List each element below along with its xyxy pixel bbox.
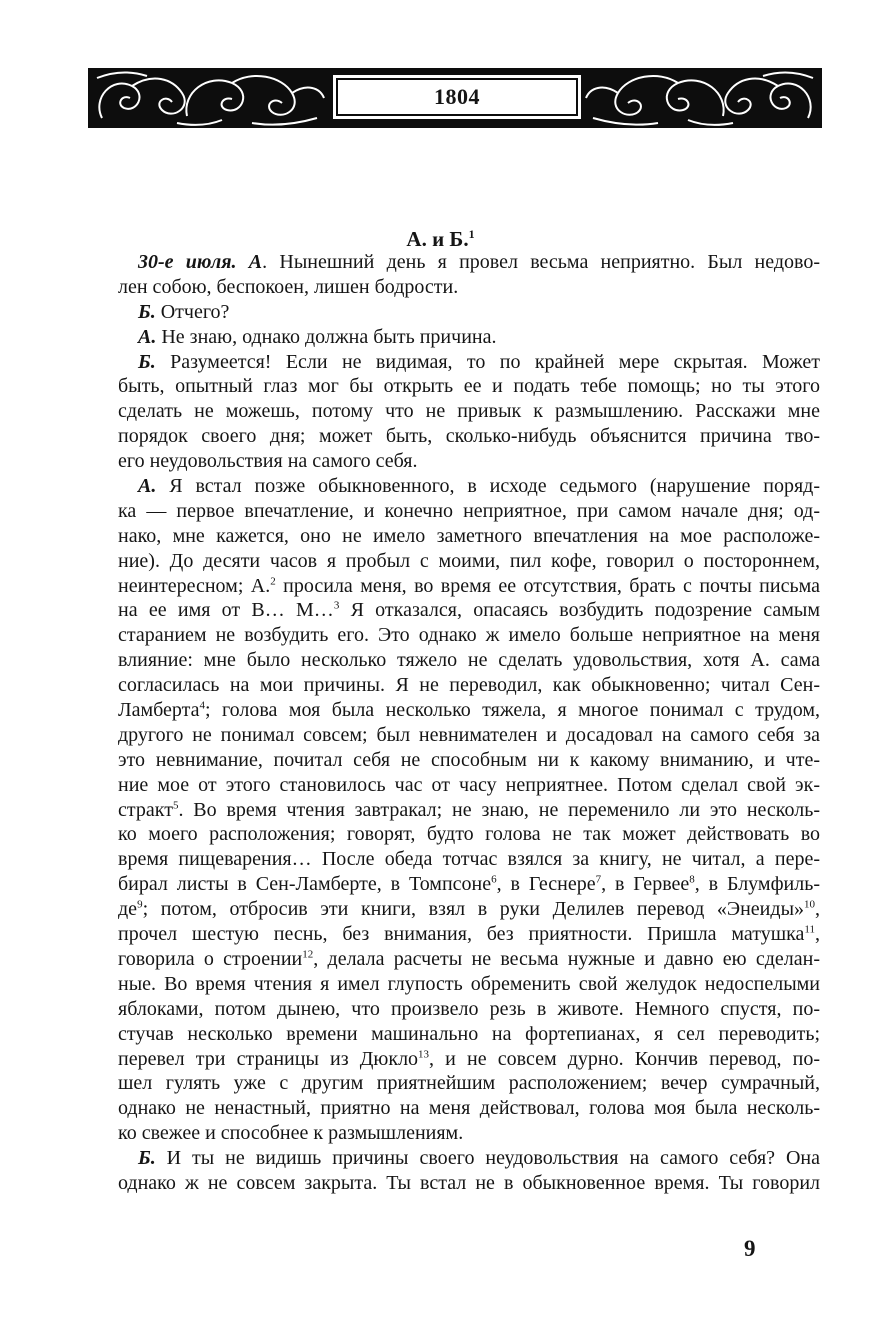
text-line: [118, 474, 820, 499]
footnote-ref: 2: [270, 574, 276, 587]
text-segment: на ее имя от В… М…: [118, 599, 334, 622]
footnote-ref: 9: [137, 898, 143, 911]
text-line: [118, 524, 820, 549]
text-line: [118, 773, 820, 798]
footnote-ref: 11: [804, 923, 815, 936]
text-segment: стракт: [118, 798, 173, 821]
text-line: [118, 1022, 820, 1047]
text-line: [118, 325, 820, 350]
text-line: [118, 897, 820, 922]
text-line: [118, 449, 820, 474]
text-segment: однако ж не совсем закрыта. Ты встал не в обыкновенное время. Ты говорил: [118, 1171, 820, 1194]
text-segment: согласилась на мои причины. Я не переводил, как обыкновенно; читал Сен-: [118, 674, 820, 697]
footnote-ref: 1: [468, 227, 475, 241]
speaker-label: 30-е июля. А: [138, 251, 263, 273]
text-line: [118, 798, 820, 823]
text-line: [118, 698, 820, 723]
paragraph: [118, 300, 820, 325]
text-line: [118, 549, 820, 574]
text-segment: Отчего?: [155, 300, 230, 323]
footnote-ref: 3: [333, 599, 340, 612]
text-segment: быть, опытный глаз мог бы открыть ее и подать тебе помощь; но ты этого: [118, 375, 820, 398]
text-segment: , в Блумфиль-: [694, 873, 820, 896]
text-line: [118, 300, 820, 325]
text-line: [118, 997, 820, 1022]
text-segment: ние). До десяти часов я пробыл с моими, пил кофе, говорил о постороннем,: [118, 549, 820, 572]
text-segment: Я встал позже обыкновенного, в исходе седьмого (нарушение поряд-: [156, 475, 820, 498]
text-segment: его неудовольствия на самого себя.: [118, 450, 418, 473]
footnote-ref: 13: [418, 1047, 430, 1060]
text-segment: лен собою, беспокоен, лишен бодрости.: [118, 275, 459, 298]
paragraph: [118, 325, 820, 350]
text-segment: просила меня, во время ее отсутствия, брать с почты письма: [275, 574, 820, 597]
section-title-text: А. и Б.: [406, 227, 469, 251]
footnote-ref: 7: [595, 873, 602, 886]
text-line: [118, 1047, 820, 1072]
text-segment: ; потом, отбросив эти книги, взял в руки Делилев перевод «Энеиды»: [142, 898, 804, 921]
text-segment: . Во время чтения завтракал; не знаю, не переменило ли это несколь-: [178, 798, 820, 821]
text-segment: , и не совсем дурно. Кончив перевод, по-: [429, 1047, 820, 1070]
text-line: [118, 947, 820, 972]
speaker-label: Б.: [138, 300, 156, 323]
text-line: [118, 1121, 820, 1146]
text-line: [118, 1171, 820, 1196]
text-line: [118, 598, 820, 623]
speaker-label: Б.: [138, 1147, 156, 1170]
body-text: [118, 250, 820, 1196]
text-line: [118, 922, 820, 947]
text-line: [118, 574, 820, 599]
text-line: [118, 250, 820, 275]
year-box: [333, 75, 581, 119]
text-line: [118, 648, 820, 673]
text-segment: перевел три страницы из Дюкло: [118, 1047, 419, 1070]
text-segment: сделать не можешь, потому что не привык к размышлению. Расскажи мне: [118, 400, 820, 423]
text-segment: Ламберта: [118, 699, 200, 722]
text-segment: ко моего расположения; говорят, будто голова не так может действовать во: [118, 823, 820, 846]
footnote-ref: 5: [172, 798, 179, 811]
section-title: [0, 227, 881, 252]
text-segment: время пищеварения… После обеда тотчас взялся за книгу, не читал, а пере-: [118, 848, 820, 871]
text-segment: Не знаю, однако должна быть причина.: [156, 325, 497, 348]
text-line: [118, 748, 820, 773]
text-segment: Разумеется! Если не видимая, то по крайней мере скрытая. Может: [155, 350, 820, 373]
footnote-ref: 8: [689, 873, 695, 886]
text-segment: стучав несколько времени машинально на фортепианах, я сел переводить;: [118, 1022, 820, 1045]
ornamental-header-band: [88, 68, 822, 128]
footnote-ref: 6: [491, 873, 497, 886]
footnote-ref: 10: [804, 898, 815, 911]
text-segment: ; голова моя была несколько тяжела, я многое понимал с трудом,: [204, 699, 820, 722]
text-line: [118, 673, 820, 698]
text-segment: де: [118, 898, 138, 921]
text-segment: , в Геснере: [496, 873, 596, 896]
paragraph: [118, 1146, 820, 1196]
text-segment: Я отказался, опасаясь возбудить подозрение самым: [339, 599, 820, 622]
text-segment: старанием не возбудить его. Это однако ж имело больше неприятное на меня: [118, 624, 820, 647]
text-segment: ка — первое впечатление, и конечно неприятное, при самом начале дня; од-: [118, 499, 820, 522]
speaker-label: А.: [138, 325, 157, 348]
text-segment: ные. Во время чтения я имел глупость обременить свой желудок недоспелыми: [118, 972, 820, 995]
text-segment: влияние: мне было несколько тяжело не сделать удовольствия, хотя А. сама: [118, 649, 820, 672]
text-segment: бирал листы в Сен-Ламберте, в Томпсоне: [118, 873, 492, 896]
speaker-label: А.: [138, 475, 157, 498]
text-line: [118, 1096, 820, 1121]
text-line: [118, 822, 820, 847]
text-line: [118, 723, 820, 748]
text-segment: . Нынешний день я провел весьма неприятно. Был недово-: [262, 251, 820, 273]
ornament-right-icon: [582, 68, 818, 128]
text-segment: другого не понимал совсем; был невнимателен и досадовал на самого себя за: [118, 723, 820, 746]
text-segment: ние мое от этого становилось час от часу неприятнее. Потом сделал свой эк-: [118, 773, 820, 796]
text-segment: , в Гервее: [601, 873, 690, 896]
paragraph: [118, 350, 820, 474]
text-segment: И ты не видишь причины своего неудовольствия на самого себя? Она: [155, 1147, 820, 1170]
text-segment: ,: [815, 898, 820, 921]
text-line: [118, 872, 820, 897]
text-segment: ,: [815, 923, 820, 946]
footnote-ref: 12: [302, 948, 314, 961]
ornament-left-icon: [92, 68, 328, 128]
text-line: [118, 623, 820, 648]
text-segment: неинтересном; А.: [118, 574, 271, 597]
text-line: [118, 847, 820, 872]
speaker-label: Б.: [138, 350, 156, 373]
text-segment: прочел шестую песнь, без внимания, без приятности. Пришла матушка: [118, 923, 805, 946]
text-segment: говорила о строении: [118, 947, 303, 970]
paragraph: [118, 250, 820, 300]
footnote-ref: 4: [199, 699, 205, 712]
text-line: [118, 275, 820, 300]
paragraph: [118, 474, 820, 1146]
text-line: [118, 424, 820, 449]
text-line: [118, 399, 820, 424]
text-segment: нако, мне кажется, оно не имело заметного впечатления на мое расположе-: [118, 524, 820, 547]
text-line: [118, 499, 820, 524]
text-segment: это невнимание, почитал себя не способным ни к какому вниманию, и чте-: [118, 748, 820, 771]
text-segment: яблоками, потом дынею, что произвело резь в животе. Немного спустя, по-: [118, 997, 820, 1020]
page-number: 9: [744, 1236, 756, 1261]
text-line: [118, 1071, 820, 1096]
text-segment: однако не ненастный, приятно на меня действовал, голова моя была несколь-: [118, 1097, 820, 1120]
text-segment: ко свежее и способнее к размышлениям.: [118, 1122, 464, 1145]
text-line: [118, 374, 820, 399]
text-segment: , делала расчеты не весьма нужные и давно ею сделан-: [313, 947, 820, 970]
text-line: [118, 1146, 820, 1171]
text-segment: шел гулять уже с другим приятнейшим расположением; вечер сумрачный,: [118, 1072, 820, 1095]
text-line: [118, 350, 820, 375]
year-heading: 1804: [434, 84, 480, 109]
text-segment: порядок своего дня; может быть, сколько-нибудь объяснится причина тво-: [118, 425, 820, 448]
text-line: [118, 972, 820, 997]
